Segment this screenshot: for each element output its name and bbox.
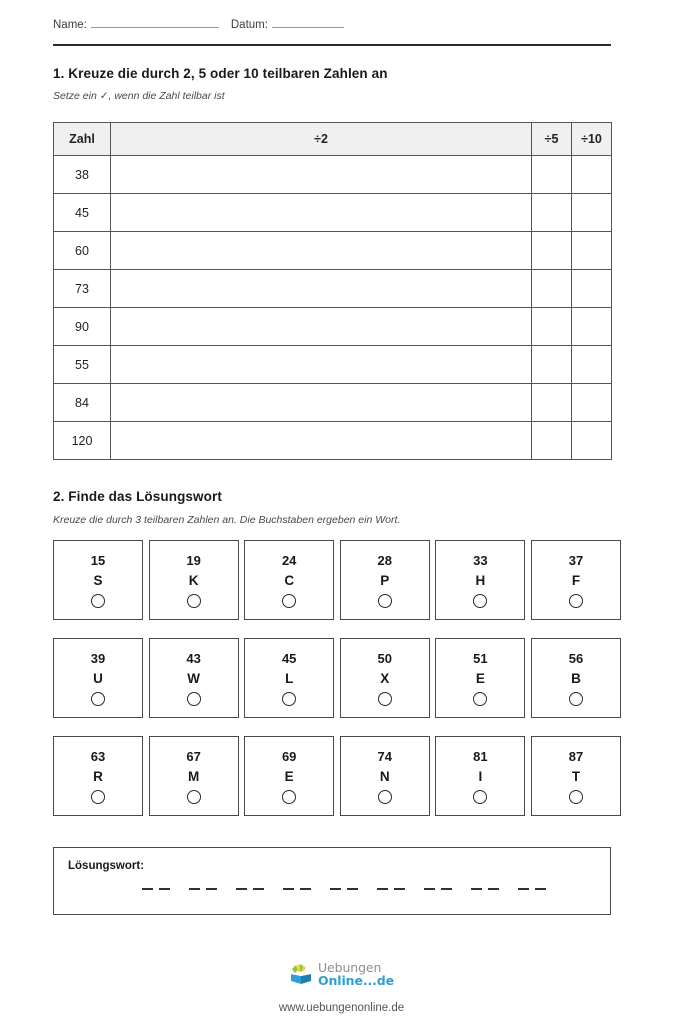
letter-box[interactable] <box>53 638 143 718</box>
letter-box-number: 87 <box>568 748 584 764</box>
solution-blank[interactable] <box>283 888 311 890</box>
letter-box-bubble[interactable] <box>282 594 296 608</box>
letter-box-letter: T <box>571 768 581 784</box>
letter-box-number: 45 <box>281 650 297 666</box>
letter-box-letter: H <box>475 572 486 588</box>
cell-div2-answer[interactable] <box>111 270 532 308</box>
letter-box-number: 39 <box>90 650 106 666</box>
cell-zahl: 38 <box>54 156 111 194</box>
letter-box-bubble[interactable] <box>378 790 392 804</box>
letter-box[interactable] <box>244 736 334 816</box>
date-label: Datum: <box>230 19 268 31</box>
section1-title: 1. Kreuze die durch 2, 5 oder 10 teilbaren Zahlen an <box>53 66 388 81</box>
letter-box-bubble[interactable] <box>282 692 296 706</box>
letter-box[interactable] <box>435 540 525 620</box>
cell-div2-answer[interactable] <box>111 194 532 232</box>
table-row <box>54 270 612 308</box>
letter-box-bubble[interactable] <box>569 594 583 608</box>
solution-blank[interactable] <box>471 888 499 890</box>
letter-box-bubble[interactable] <box>569 692 583 706</box>
cell-div5-answer[interactable] <box>532 422 572 460</box>
cell-div10-answer[interactable] <box>572 346 612 384</box>
section2-title: 2. Finde das Lösungswort <box>53 489 222 504</box>
divisibility-table <box>53 122 612 460</box>
cell-div10-answer[interactable] <box>572 156 612 194</box>
cell-div2-answer[interactable] <box>111 232 532 270</box>
letter-box-number: 74 <box>377 748 393 764</box>
name-label: Name: <box>53 19 87 31</box>
letter-box-letter: S <box>93 572 103 588</box>
cell-div10-answer[interactable] <box>572 384 612 422</box>
solution-blank[interactable] <box>142 888 170 890</box>
table-header-row <box>54 123 612 156</box>
solution-word-box <box>53 847 611 915</box>
letter-box[interactable] <box>244 540 334 620</box>
letter-box-grid <box>53 540 611 816</box>
letter-box[interactable] <box>244 638 334 718</box>
letter-box[interactable] <box>53 736 143 816</box>
solution-word-label: Lösungswort: <box>68 860 145 872</box>
col-header-div2: ÷2 <box>111 123 532 156</box>
letter-box-letter: X <box>380 670 390 686</box>
cell-div10-answer[interactable] <box>572 308 612 346</box>
date-writing-line[interactable] <box>272 18 344 28</box>
letter-box[interactable] <box>435 638 525 718</box>
table-row <box>54 156 612 194</box>
letter-box-letter: F <box>571 572 581 588</box>
letter-box-bubble[interactable] <box>282 790 296 804</box>
letter-box-bubble[interactable] <box>187 790 201 804</box>
letter-box-number: 50 <box>377 650 393 666</box>
divisibility-table-head <box>54 123 612 156</box>
letter-box-bubble[interactable] <box>91 692 105 706</box>
letter-box-number: 24 <box>281 552 297 568</box>
letter-box-number: 67 <box>186 748 201 764</box>
header-divider <box>53 44 611 46</box>
letter-box-bubble[interactable] <box>569 790 583 804</box>
table-row <box>54 308 612 346</box>
section2-subtitle: Kreuze die durch 3 teilbaren Zahlen an. Die Buchstaben ergeben ein Wort. <box>53 514 401 526</box>
letter-box-number: 28 <box>377 552 393 568</box>
solution-blank[interactable] <box>189 888 217 890</box>
letter-box-number: 15 <box>90 552 106 568</box>
letter-box[interactable] <box>340 736 430 816</box>
solution-blank[interactable] <box>330 888 358 890</box>
cell-div5-answer[interactable] <box>532 194 572 232</box>
name-writing-line[interactable] <box>91 18 219 28</box>
letter-box[interactable] <box>531 638 621 718</box>
letter-box-letter: L <box>285 670 294 686</box>
solution-blank[interactable] <box>518 888 546 890</box>
letter-box-number: 51 <box>473 650 488 666</box>
cell-zahl: 90 <box>54 308 111 346</box>
letter-box[interactable] <box>53 540 143 620</box>
cell-div2-answer[interactable] <box>111 308 532 346</box>
letter-box-letter: N <box>379 768 390 784</box>
solution-blank[interactable] <box>236 888 264 890</box>
table-row <box>54 232 612 270</box>
letter-box-letter: K <box>188 572 199 588</box>
letter-box-number: 69 <box>281 748 297 764</box>
cell-div10-answer[interactable] <box>572 270 612 308</box>
letter-box-letter: W <box>187 670 200 686</box>
letter-box-letter: E <box>284 768 294 784</box>
letter-box-number: 43 <box>186 650 201 666</box>
cell-zahl: 120 <box>54 422 111 460</box>
table-row <box>54 384 612 422</box>
letter-box[interactable] <box>149 540 239 620</box>
letter-box-letter: C <box>284 572 295 588</box>
table-row <box>54 422 612 460</box>
letter-box-bubble[interactable] <box>473 790 487 804</box>
letter-box-letter: B <box>571 670 581 686</box>
letter-box[interactable] <box>435 736 525 816</box>
letter-box[interactable] <box>340 540 430 620</box>
letter-box-number: 81 <box>473 748 488 764</box>
letter-box-bubble[interactable] <box>378 692 392 706</box>
letter-box[interactable] <box>149 736 239 816</box>
logo-line2: Online...de <box>317 972 395 988</box>
table-row <box>54 346 612 384</box>
letter-box[interactable] <box>340 638 430 718</box>
letter-box-number: 63 <box>90 748 106 764</box>
letter-box-letter: E <box>475 670 485 686</box>
cell-div5-answer[interactable] <box>532 346 572 384</box>
letter-box-bubble[interactable] <box>473 692 487 706</box>
letter-box-bubble[interactable] <box>473 594 487 608</box>
cell-div2-answer[interactable] <box>111 346 532 384</box>
letter-box-letter: U <box>93 670 103 686</box>
letter-box-bubble[interactable] <box>187 594 201 608</box>
letter-box-bubble[interactable] <box>91 594 105 608</box>
solution-blank[interactable] <box>424 888 452 890</box>
letter-box[interactable] <box>531 540 621 620</box>
cell-div5-answer[interactable] <box>532 308 572 346</box>
footer-url: www.uebungenonline.de <box>278 1002 405 1014</box>
cell-zahl: 84 <box>54 384 111 422</box>
logo-line1: Uebungen <box>317 960 382 975</box>
table-row <box>54 194 612 232</box>
section1-subtitle: Setze ein ✓, wenn die Zahl teilbar ist <box>53 90 225 102</box>
cell-div5-answer[interactable] <box>532 270 572 308</box>
letter-box-number: 56 <box>568 650 584 666</box>
cell-div5-answer[interactable] <box>532 156 572 194</box>
solution-blank[interactable] <box>377 888 405 890</box>
cell-div10-answer[interactable] <box>572 422 612 460</box>
letter-box[interactable] <box>149 638 239 718</box>
letter-box-number: 33 <box>473 552 488 568</box>
letter-box-number: 19 <box>186 552 201 568</box>
letter-box-bubble[interactable] <box>378 594 392 608</box>
letter-box-letter: R <box>93 768 103 784</box>
letter-box-bubble[interactable] <box>91 790 105 804</box>
cell-zahl: 55 <box>54 346 111 384</box>
col-header-div5: ÷5 <box>532 123 572 156</box>
solution-word-blanks[interactable] <box>142 888 582 890</box>
cell-div5-answer[interactable] <box>532 384 572 422</box>
site-logo <box>0 962 683 988</box>
letter-box-letter: M <box>187 768 200 784</box>
cell-zahl: 45 <box>54 194 111 232</box>
cell-div10-answer[interactable] <box>572 194 612 232</box>
letter-box[interactable] <box>531 736 621 816</box>
divisibility-table-body <box>54 156 612 460</box>
letter-box-number: 37 <box>568 552 584 568</box>
cell-zahl: 60 <box>54 232 111 270</box>
open-book-icon <box>289 962 315 987</box>
letter-box-letter: P <box>380 572 390 588</box>
letter-box-letter: I <box>478 768 483 784</box>
cell-div2-answer[interactable] <box>111 384 532 422</box>
cell-zahl: 73 <box>54 270 111 308</box>
letter-box-bubble[interactable] <box>187 692 201 706</box>
cell-div2-answer[interactable] <box>111 156 532 194</box>
cell-div10-answer[interactable] <box>572 232 612 270</box>
cell-div2-answer[interactable] <box>111 422 532 460</box>
col-header-zahl: Zahl <box>54 123 111 156</box>
logo-wordmark <box>318 962 394 988</box>
name-date-bar <box>53 18 611 31</box>
cell-div5-answer[interactable] <box>532 232 572 270</box>
col-header-div10: ÷10 <box>572 123 612 156</box>
